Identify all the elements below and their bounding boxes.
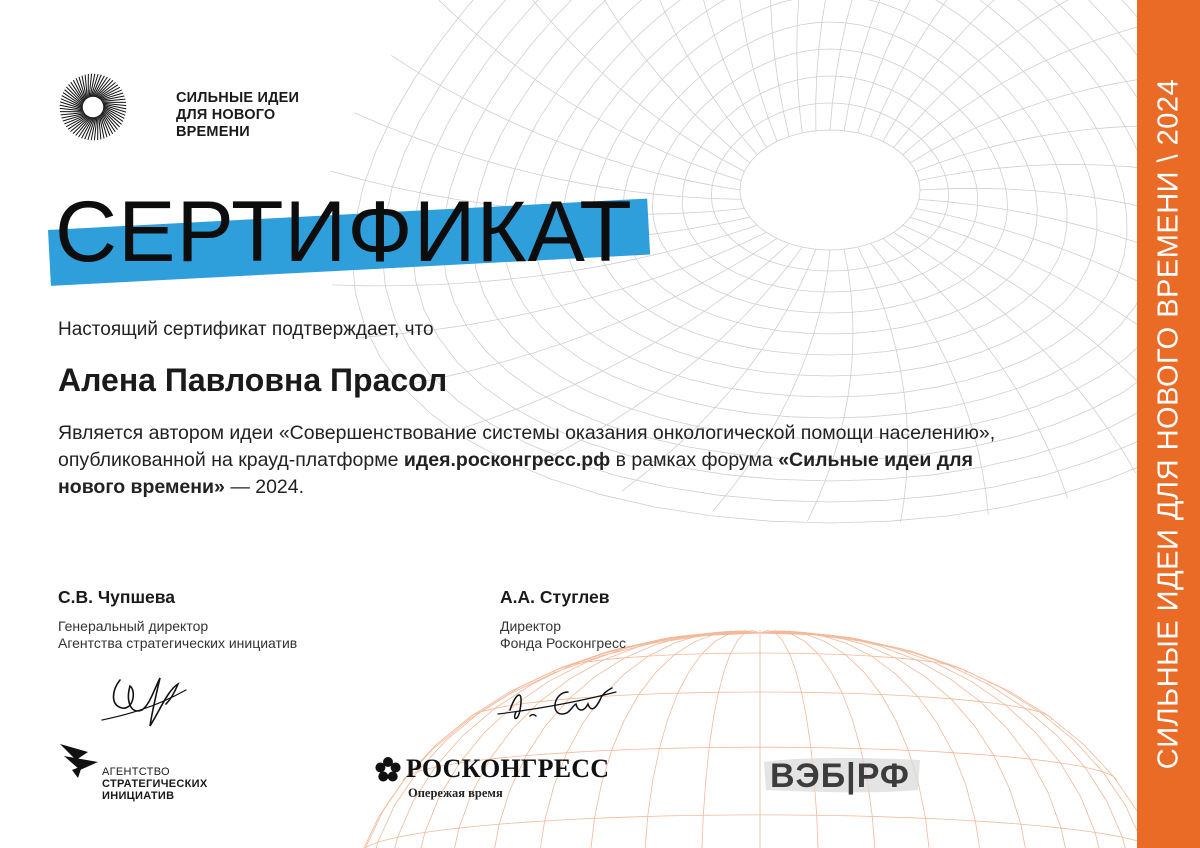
certificate-body bbox=[58, 420, 1018, 501]
roscongress-logo bbox=[374, 752, 614, 802]
logo-line: ВРЕМЕНИ bbox=[176, 124, 250, 140]
recipient-name: Алена Павловна Прасол bbox=[58, 362, 448, 398]
body-part-1: Является автором идеи «Совершенствование системы оказания онкологической помощи населению», опубликованной на крауд-платформе bbox=[58, 422, 996, 471]
body-part-2: в рамках форума bbox=[610, 449, 779, 471]
signatory-role-line: Агентства стратегических инициатив bbox=[58, 635, 298, 651]
asi-line: АГЕНТСТВО bbox=[102, 766, 170, 778]
signatory-name: А.А. Стуглев bbox=[500, 587, 610, 607]
signatory-role bbox=[500, 618, 626, 652]
logo-wordmark bbox=[176, 90, 336, 141]
signatory-role bbox=[58, 618, 297, 652]
sunburst-logo-icon bbox=[56, 70, 130, 144]
signatory-role-line: Директор bbox=[500, 618, 561, 634]
logo-line: СИЛЬНЫЕ ИДЕИ bbox=[176, 90, 300, 106]
roscongress-slogan: Опережая время bbox=[408, 786, 503, 800]
signatory-role-line: Фонда Росконгресс bbox=[500, 635, 626, 651]
signatory-1 bbox=[58, 587, 297, 652]
signatory-2 bbox=[500, 587, 626, 652]
body-part-3: — 2024. bbox=[224, 476, 305, 498]
platform-name: идея.росконгресс.рф bbox=[403, 449, 611, 471]
roscongress-name: РОСКОНГРЕСС bbox=[406, 754, 610, 783]
confirmation-text: Настоящий сертификат подтверждает, что bbox=[58, 319, 434, 340]
forum-name: «Сильные идеи для нового времени» bbox=[58, 449, 973, 498]
certificate-title: СЕРТИФИКАТ bbox=[55, 184, 633, 280]
asi-line: ИНИЦИАТИВ bbox=[102, 790, 175, 802]
asi-wordmark bbox=[102, 766, 208, 802]
asi-logo bbox=[58, 742, 238, 812]
veb-logo: ВЭБ|РФ bbox=[770, 757, 910, 795]
signatory-role-line: Генеральный директор bbox=[58, 618, 209, 634]
side-band-text: СИЛЬНЫЕ ИДЕИ ДЛЯ НОВОГО ВРЕМЕНИ \ 2024 bbox=[1152, 78, 1184, 770]
signature-2 bbox=[490, 670, 620, 750]
roscongress-flower-icon bbox=[374, 756, 402, 784]
logo-line: ДЛЯ НОВОГО bbox=[176, 107, 276, 123]
asi-line: СТРАТЕГИЧЕСКИХ bbox=[102, 778, 208, 790]
asi-arrow-icon bbox=[58, 742, 108, 782]
signatory-name: С.В. Чупшева bbox=[58, 587, 176, 607]
side-band bbox=[1137, 0, 1200, 848]
signature-1 bbox=[90, 660, 200, 740]
